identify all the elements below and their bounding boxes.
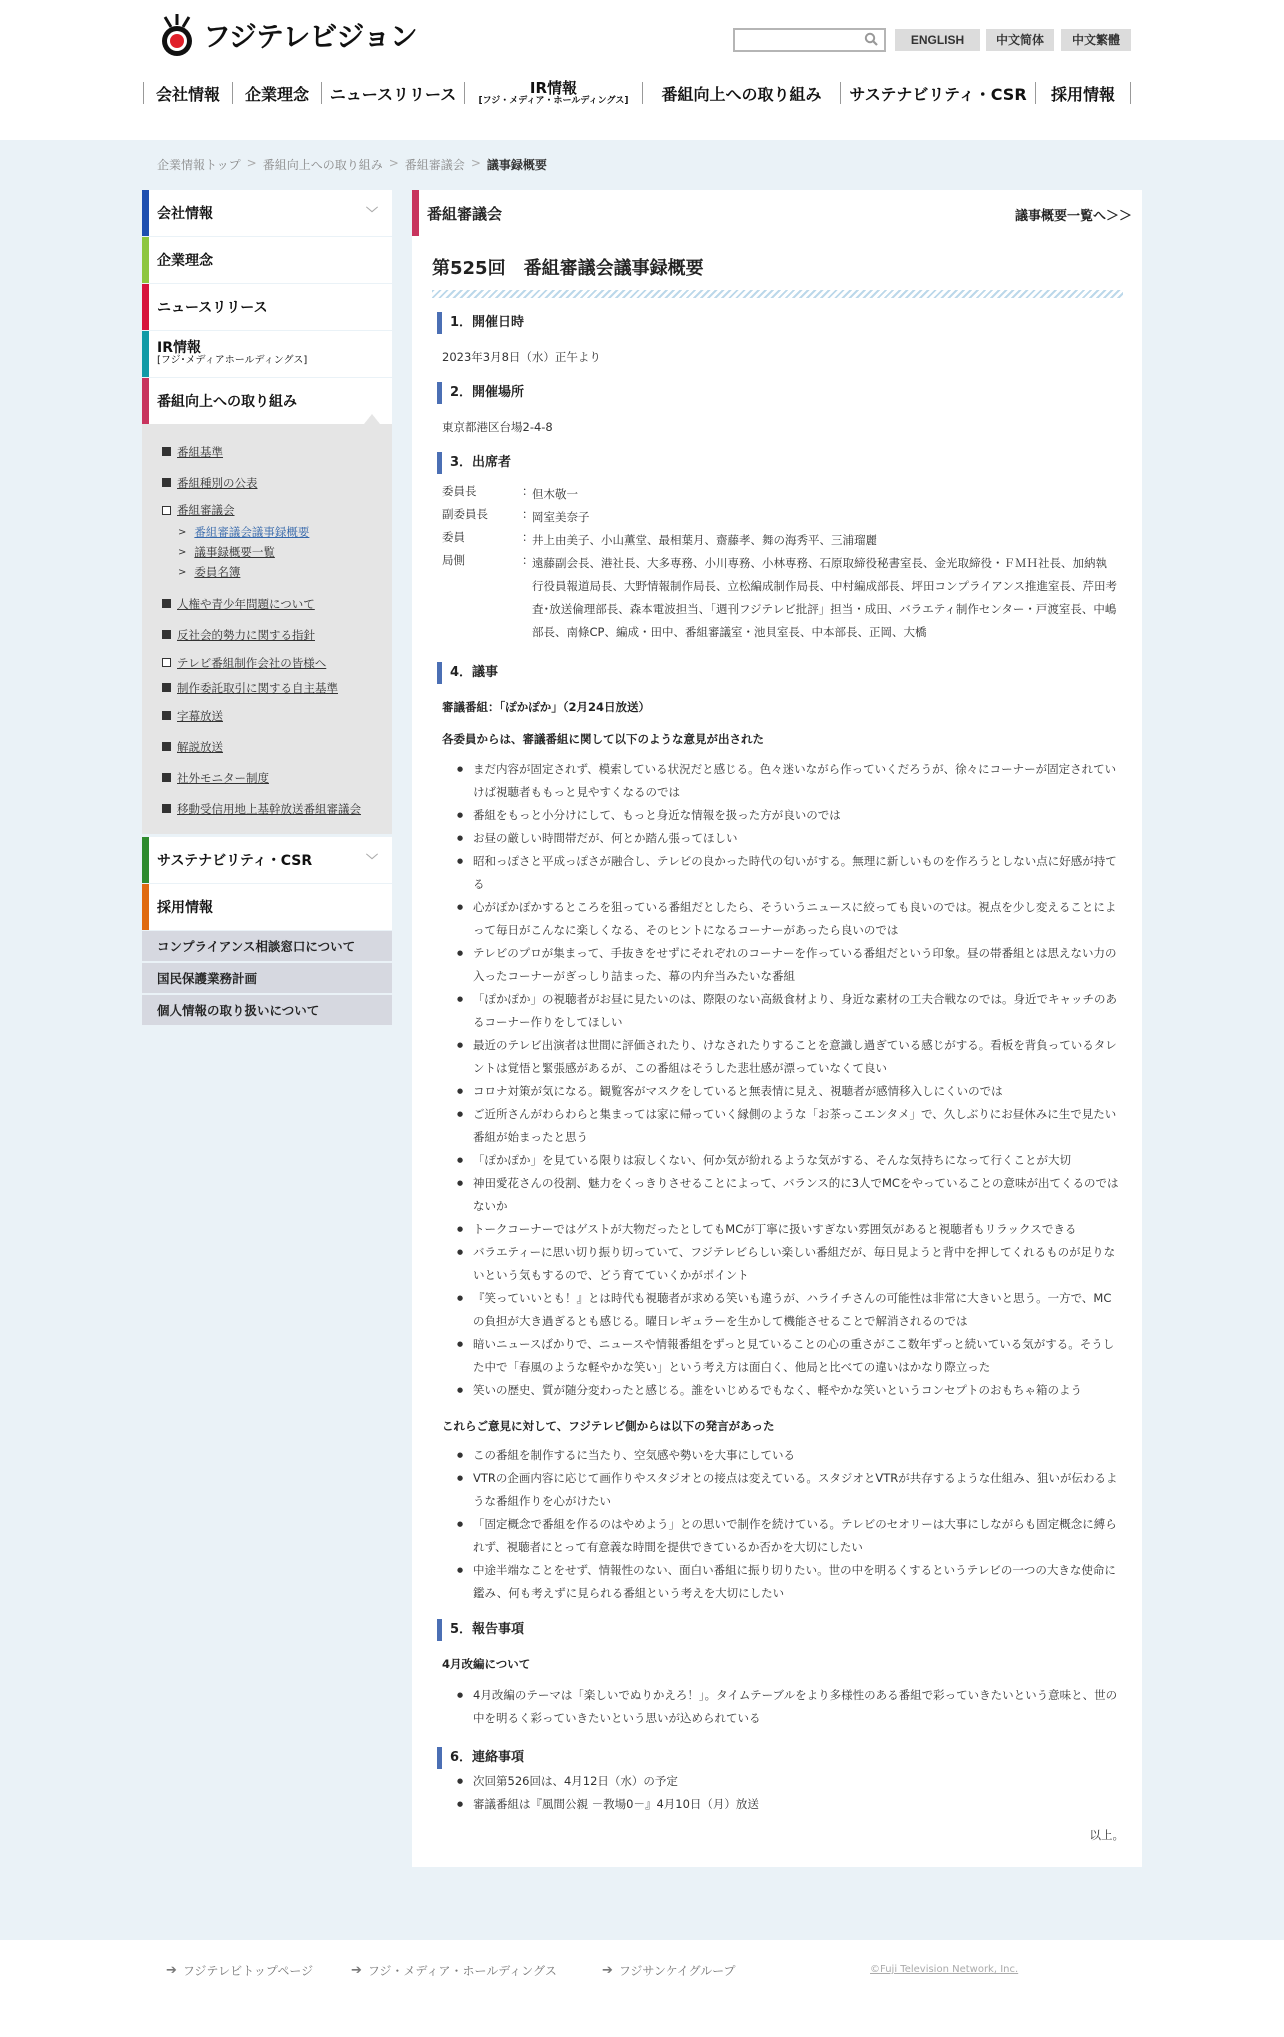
footer-link-fmh[interactable] bbox=[351, 1962, 557, 1979]
search-icon[interactable] bbox=[864, 32, 878, 50]
sidebar-sub-label: テレビ番組制作会社の皆様へ bbox=[177, 655, 327, 670]
response-item: ● 「固定概念で番組を作るのはやめよう」との思いで制作を続けている。テレビのセオリーは大事にしながらも固定概念に縛られず、視聴者にとって有意義な時間を提供できているか否かを大切にしたい bbox=[457, 1513, 1122, 1559]
contact-item: ● 次回第526回は、4月12日（水）の予定 bbox=[457, 1770, 1122, 1793]
gnav-sustainability[interactable] bbox=[840, 82, 1035, 104]
sidebar-item-recruit[interactable] bbox=[142, 884, 392, 930]
opinion-item: ● トークコーナーではゲストが大物だったとしてもMCが丁寧に扱いすぎない雰囲気があると視聴者もリラックスできる bbox=[457, 1218, 1122, 1241]
opinion-item: ● 『笑っていいとも！』とは時代も視聴者が求める笑いも違うが、ハライチさんの可能性は非常に大きいと思う。一方で、MCの負担が大き過ぎるとも感じる。曜日レギュラーを生かして機能させることで解消されるのでは bbox=[457, 1287, 1122, 1333]
sidebar-sub-label: 字幕放送 bbox=[177, 708, 223, 723]
responses-list bbox=[457, 1444, 1122, 1605]
logo-text: フジテレビジョン bbox=[203, 20, 417, 53]
main-content bbox=[412, 190, 1142, 1867]
sidebar-link-civil-protection[interactable]: 国民保護業務計画 bbox=[142, 963, 392, 993]
sidebar-subsub-minutes-summary[interactable] bbox=[142, 522, 392, 542]
open-square-bullet-icon bbox=[162, 658, 171, 667]
opinions-lead: 各委員からは、審議番組に関して以下のような意見が出された bbox=[442, 732, 764, 746]
footer-link-label: フジサンケイグループ bbox=[618, 1964, 736, 1978]
attendee-role: 局側 bbox=[442, 553, 465, 567]
attendee-role: 委員長 bbox=[442, 484, 477, 498]
arrow-right-icon: > bbox=[178, 566, 187, 578]
reviewed-program: 審議番組：「ぽかぽか」（2月24日放送） bbox=[442, 700, 651, 714]
gnav-label: IR情報 bbox=[529, 78, 578, 97]
content-header-title: 番組審議会 bbox=[427, 204, 503, 223]
sidebar-item-label: 企業理念 bbox=[157, 253, 213, 269]
sidebar-item-philosophy[interactable] bbox=[142, 237, 392, 283]
gnav-program-improvement[interactable] bbox=[642, 82, 840, 104]
report-lead: 4月改編について bbox=[442, 1657, 531, 1671]
opinion-item: ● 笑いの歴史、質が随分変わったと感じる。誰をいじめるでもなく、軽やかな笑いというコンセプトのおもちゃ箱のよう bbox=[457, 1379, 1122, 1402]
arrow-right-icon: > bbox=[178, 546, 187, 558]
opinion-item: ● 神田愛花さんの役割、魅力をくっきりさせることによって、バランス的に3人でMCをやっていることの意味が出てくるのではないか bbox=[457, 1172, 1122, 1218]
gnav-label: 採用情報 bbox=[1050, 84, 1115, 104]
sidebar-sub-commission-standards[interactable] bbox=[142, 675, 392, 700]
breadcrumb-item[interactable]: 企業情報トップ bbox=[157, 158, 241, 172]
sidebar-sub-audio-description[interactable] bbox=[142, 731, 392, 762]
square-bullet-icon bbox=[162, 447, 171, 456]
attendee-colon: ： bbox=[522, 507, 534, 521]
sidebar-subsub-member-list[interactable] bbox=[142, 562, 392, 582]
attendee-names: 岡室美奈子 bbox=[532, 510, 590, 524]
global-nav bbox=[143, 76, 1131, 110]
sidebar-link-compliance[interactable]: コンプライアンス相談窓口について bbox=[142, 931, 392, 961]
lang-simplified-chinese-button[interactable]: 中文简体 bbox=[986, 29, 1054, 51]
gnav-label: 会社情報 bbox=[155, 84, 220, 104]
arrow-right-icon: ➔ bbox=[351, 1963, 362, 1978]
lang-english-button[interactable]: ENGLISH bbox=[895, 29, 980, 51]
opinion-item: ● 番組をもっと小分けにして、もっと身近な情報を扱った方が良いのでは bbox=[457, 804, 1122, 827]
lang-traditional-chinese-button[interactable]: 中文繁體 bbox=[1061, 29, 1131, 51]
sidebar-item-company-info[interactable] bbox=[142, 190, 392, 236]
eye-mark-icon bbox=[157, 13, 197, 57]
sidebar-item-label: ニュースリリース bbox=[157, 300, 268, 316]
sidebar-item-news[interactable] bbox=[142, 284, 392, 330]
sidebar-sub-label: 番組基準 bbox=[177, 444, 223, 459]
footer-link-label: フジ・メディア・ホールディングス bbox=[367, 1964, 557, 1978]
sidebar-sub-monitor[interactable] bbox=[142, 762, 392, 793]
breadcrumb-item[interactable]: 番組向上への取り組み bbox=[262, 158, 383, 172]
sidebar-sub-label: 反社会的勢力に関する指針 bbox=[177, 627, 315, 642]
opinion-item: ● テレビのプロが集まって、手抜きをせずにそれぞれのコーナーを作っている番組だという印象。昼の帯番組とは思えない力の入ったコーナーがぎっしり詰まった、幕の内弁当みたいな番組 bbox=[457, 942, 1122, 988]
content-header bbox=[412, 190, 1142, 236]
sidebar-sub-program-standards[interactable] bbox=[142, 436, 392, 467]
attendee-names: 但木敬一 bbox=[532, 487, 578, 501]
sidebar-sub-label: 番組種別の公表 bbox=[177, 475, 258, 490]
footer-link-fujitv-top[interactable] bbox=[166, 1962, 313, 1979]
sidebar-subsub-label: 委員名簿 bbox=[194, 565, 241, 579]
opinion-item: ● コロナ対策が気になる。観覧客がマスクをしていると無表情に見え、視聴者が感情移入しにくいのでは bbox=[457, 1080, 1122, 1103]
section-heading-attendees: 3．出席者 bbox=[437, 452, 511, 474]
page-title: 第525回 番組審議会議事録概要 bbox=[432, 258, 704, 279]
arrow-right-icon: > bbox=[178, 526, 187, 538]
breadcrumb-separator: > bbox=[388, 156, 399, 170]
sidebar-sub-production-companies[interactable] bbox=[142, 650, 392, 675]
square-bullet-icon bbox=[162, 711, 171, 720]
opinion-item: ● バラエティーに思い切り振り切っていて、フジテレビらしい楽しい番組だが、毎日見ようと背中を押してくれるものが足りないという気もするので、どう育てていくかがポイント bbox=[457, 1241, 1122, 1287]
sidebar-sub-captions[interactable] bbox=[142, 700, 392, 731]
chevron-down-icon: ﹀ bbox=[365, 206, 378, 220]
gnav-philosophy[interactable] bbox=[232, 82, 321, 104]
opinion-item: ● 昭和っぽさと平成っぽさが融合し、テレビの良かった時代の匂いがする。無理に新しいものを作ろうとしない点に好感が持てる bbox=[457, 850, 1122, 896]
section-heading-report: 5．報告事項 bbox=[437, 1619, 524, 1641]
square-bullet-icon bbox=[162, 773, 171, 782]
square-bullet-icon bbox=[162, 742, 171, 751]
opinion-item: ● お昼の厳しい時間帯だが、何とか踏ん張ってほしい bbox=[457, 827, 1122, 850]
square-bullet-icon bbox=[162, 683, 171, 692]
sidebar-item-sustainability[interactable] bbox=[142, 837, 392, 883]
gnav-ir[interactable] bbox=[464, 78, 642, 106]
sidebar-sub-program-council[interactable] bbox=[142, 498, 392, 522]
sidebar-item-label: IR情報 bbox=[157, 340, 201, 357]
attendee-names: 遠藤副会長、港社長、大多専務、小川専務、小林専務、石原取締役秘書室長、金光取締役・ＦＭＨ社長、加納執行役員報道局長、大野情報制作局長、立松編成制作局長、中村編成部長、坪田コンプライアンス推進室長、芹田考査･放送倫理部長、森本電波担当、「週刊フジテレビ批評」担当・成田、バラエティ制作センター・戸渡室長、中嶋部長、南條CP、編成・田中、番組審議室・池貝室長、中本部長、正岡、大橋 bbox=[532, 556, 1117, 639]
gnav-label: 番組向上への取り組み bbox=[661, 84, 822, 104]
gnav-company-info[interactable] bbox=[143, 82, 232, 104]
title-divider bbox=[432, 290, 1123, 298]
attendee-colon: ： bbox=[522, 484, 534, 498]
gnav-label: サステナビリティ・CSR bbox=[849, 84, 1027, 104]
sidebar-sub-label: 制作委託取引に関する自主基準 bbox=[177, 680, 338, 695]
sidebar-sub-mobile-council[interactable] bbox=[142, 793, 392, 824]
attendee-role: 委員 bbox=[442, 530, 465, 544]
sidebar-subsub-label: 議事録概要一覧 bbox=[194, 545, 275, 559]
sidebar-sub-program-types[interactable] bbox=[142, 467, 392, 498]
arrow-right-icon: ➔ bbox=[166, 1963, 177, 1978]
section-heading-datetime: 1．開催日時 bbox=[437, 312, 524, 334]
opinion-item: ● 最近のテレビ出演者は世間に評価されたり、けなされたりすることを意識し過ぎている感じがする。看板を背負っているタレントは覚悟と緊張感があるが、この番組はそうした悲壮感が漂っていなくて良い bbox=[457, 1034, 1122, 1080]
sidebar-subsub-label: 番組審議会議事録概要 bbox=[194, 525, 310, 539]
gnav-sublabel: [フジ・メディア・ホールディングス] bbox=[478, 95, 629, 106]
sidebar-item-label: 会社情報 bbox=[157, 206, 213, 222]
gnav-label: ニュースリリース bbox=[329, 84, 457, 104]
opinion-item: ● 「ぽかぽか」の視聴者がお昼に見たいのは、際限のない高級食材より、身近な素材の工夫合戦なのでは。身近でキャッチのあるコーナー作りをしてほしい bbox=[457, 988, 1122, 1034]
sidebar-submenu bbox=[142, 424, 392, 834]
arrow-right-icon: ➔ bbox=[602, 1963, 613, 1978]
gnav-news-release[interactable] bbox=[321, 82, 464, 104]
sidebar bbox=[142, 190, 392, 1027]
response-item: ● VTRの企画内容に応じて画作りやスタジオとの接点は変えている。スタジオとVTRが共存するような仕組み、狙いが伝わるような番組作りを心がけたい bbox=[457, 1467, 1122, 1513]
report-item: ● 4月改編のテーマは「楽しいでぬりかえろ！」。タイムテーブルをより多様性のある番組で彩っていきたいという意味と、世の中を明るく彩っていきたいという思いが込められている bbox=[457, 1684, 1122, 1730]
contact-list bbox=[457, 1770, 1122, 1816]
site-footer bbox=[0, 1940, 1284, 2037]
square-bullet-icon bbox=[162, 630, 171, 639]
sidebar-sub-label: 移動受信用地上基幹放送番組審議会 bbox=[177, 801, 361, 816]
breadcrumb-item[interactable]: 番組審議会 bbox=[404, 158, 465, 172]
section-heading-venue: 2．開催場所 bbox=[437, 382, 524, 404]
chevron-down-icon: ﹀ bbox=[365, 853, 378, 867]
sidebar-link-privacy[interactable]: 個人情報の取り扱いについて bbox=[142, 995, 392, 1025]
sidebar-item-label: 番組向上への取り組み bbox=[157, 394, 297, 410]
submenu-pointer-icon bbox=[364, 414, 380, 424]
attendee-colon: ： bbox=[522, 530, 534, 544]
sidebar-item-sublabel: [フジ･メディアホールディングス] bbox=[157, 355, 308, 367]
section-heading-agenda: 4．議事 bbox=[437, 662, 498, 684]
footer-link-fujisankei[interactable] bbox=[602, 1962, 736, 1979]
breadcrumb bbox=[157, 156, 547, 173]
attendee-colon: ： bbox=[522, 553, 534, 567]
sidebar-sub-label: 人権や青少年問題について bbox=[177, 596, 315, 611]
open-square-bullet-icon bbox=[162, 506, 171, 515]
gnav-recruit[interactable] bbox=[1035, 82, 1131, 104]
sidebar-item-label: 採用情報 bbox=[157, 900, 213, 916]
breadcrumb-current: 議事録概要 bbox=[486, 158, 547, 172]
report-list bbox=[457, 1684, 1122, 1730]
sidebar-sub-label: 解説放送 bbox=[177, 739, 223, 754]
copyright[interactable]: ©Fuji Television Network, Inc. bbox=[870, 1964, 1019, 1975]
sidebar-item-label: サステナビリティ・CSR bbox=[157, 853, 313, 869]
minutes-list-link[interactable]: 議事概要一覧へ＞＞ bbox=[1014, 209, 1132, 224]
contact-item: ● 審議番組は『風間公親 －教場0－』4月10日（月）放送 bbox=[457, 1793, 1122, 1816]
square-bullet-icon bbox=[162, 599, 171, 608]
breadcrumb-separator: > bbox=[246, 156, 257, 170]
gnav-label: 企業理念 bbox=[244, 84, 309, 104]
opinion-item: ● ご近所さんがわらわらと集まっては家に帰っていく縁側のような「お茶っこエンタメ」で、久しぶりにお昼休みに生で見たい番組が始まったと思う bbox=[457, 1103, 1122, 1149]
response-item: ● 中途半端なことをせず、情報性のない、面白い番組に振り切りたい。世の中を明るくするというテレビの一つの大きな使命に鑑み、何も考えずに見られる番組という考えを大切にしたい bbox=[457, 1559, 1122, 1605]
square-bullet-icon bbox=[162, 478, 171, 487]
site-header bbox=[0, 0, 1284, 140]
sidebar-item-ir[interactable] bbox=[142, 331, 392, 377]
opinions-list bbox=[457, 758, 1122, 1402]
opinion-item: ● 「ぽかぽか」を見ている限りは寂しくない、何か気が紛れるような気がする、そんな気持ちになって行くことが大切 bbox=[457, 1149, 1122, 1172]
meeting-datetime: 2023年3月8日（水）正午より bbox=[442, 350, 601, 364]
attendee-names: 井上由美子、小山薫堂、最相葉月、齋藤孝、舞の海秀平、三浦瑠麗 bbox=[532, 533, 877, 547]
opinion-item: ● まだ内容が固定されず、模索している状況だと感じる。色々迷いながら作っていくだろうが、徐々にコーナーが固定されていけば視聴者ももっと見やすくなるのでは bbox=[457, 758, 1122, 804]
section-heading-contact: 6．連絡事項 bbox=[437, 1747, 524, 1769]
closing-text: 以上。 bbox=[1089, 1828, 1124, 1842]
attendee-role: 副委員長 bbox=[442, 507, 488, 521]
response-item: ● この番組を制作するに当たり、空気感や勢いを大事にしている bbox=[457, 1444, 1122, 1467]
sidebar-sub-human-rights[interactable] bbox=[142, 588, 392, 619]
sidebar-subsub-minutes-list[interactable] bbox=[142, 542, 392, 562]
sidebar-item-program-improvement[interactable] bbox=[142, 378, 392, 424]
search-input[interactable] bbox=[733, 28, 886, 52]
sidebar-sub-label: 社外モニター制度 bbox=[177, 770, 269, 785]
opinion-item: ● 心がぽかぽかするところを狙っている番組だとしたら、そういうニュースに絞っても良いのでは。視点を少し変えることによって毎日がこんなに楽しくなる、そのヒントになるコーナーがあったら良いのでは bbox=[457, 896, 1122, 942]
fujitv-logo[interactable] bbox=[157, 10, 417, 60]
meeting-venue: 東京都港区台場2-4-8 bbox=[442, 420, 553, 434]
response-lead: これらご意見に対して、フジテレビ側からは以下の発言があった bbox=[442, 1419, 775, 1433]
breadcrumb-separator: > bbox=[470, 156, 481, 170]
footer-link-label: フジテレビトップページ bbox=[182, 1964, 314, 1978]
sidebar-sub-label: 番組審議会 bbox=[177, 503, 235, 517]
opinion-item: ● 暗いニュースばかりで、ニュースや情報番組をずっと見ていることの心の重さがここ数年ずっと続いている気がする。そうした中で「春風のような軽やかな笑い」という考え方は面白く、他局と比べての違いはかなり際立った bbox=[457, 1333, 1122, 1379]
square-bullet-icon bbox=[162, 804, 171, 813]
sidebar-sub-antisocial[interactable] bbox=[142, 619, 392, 650]
